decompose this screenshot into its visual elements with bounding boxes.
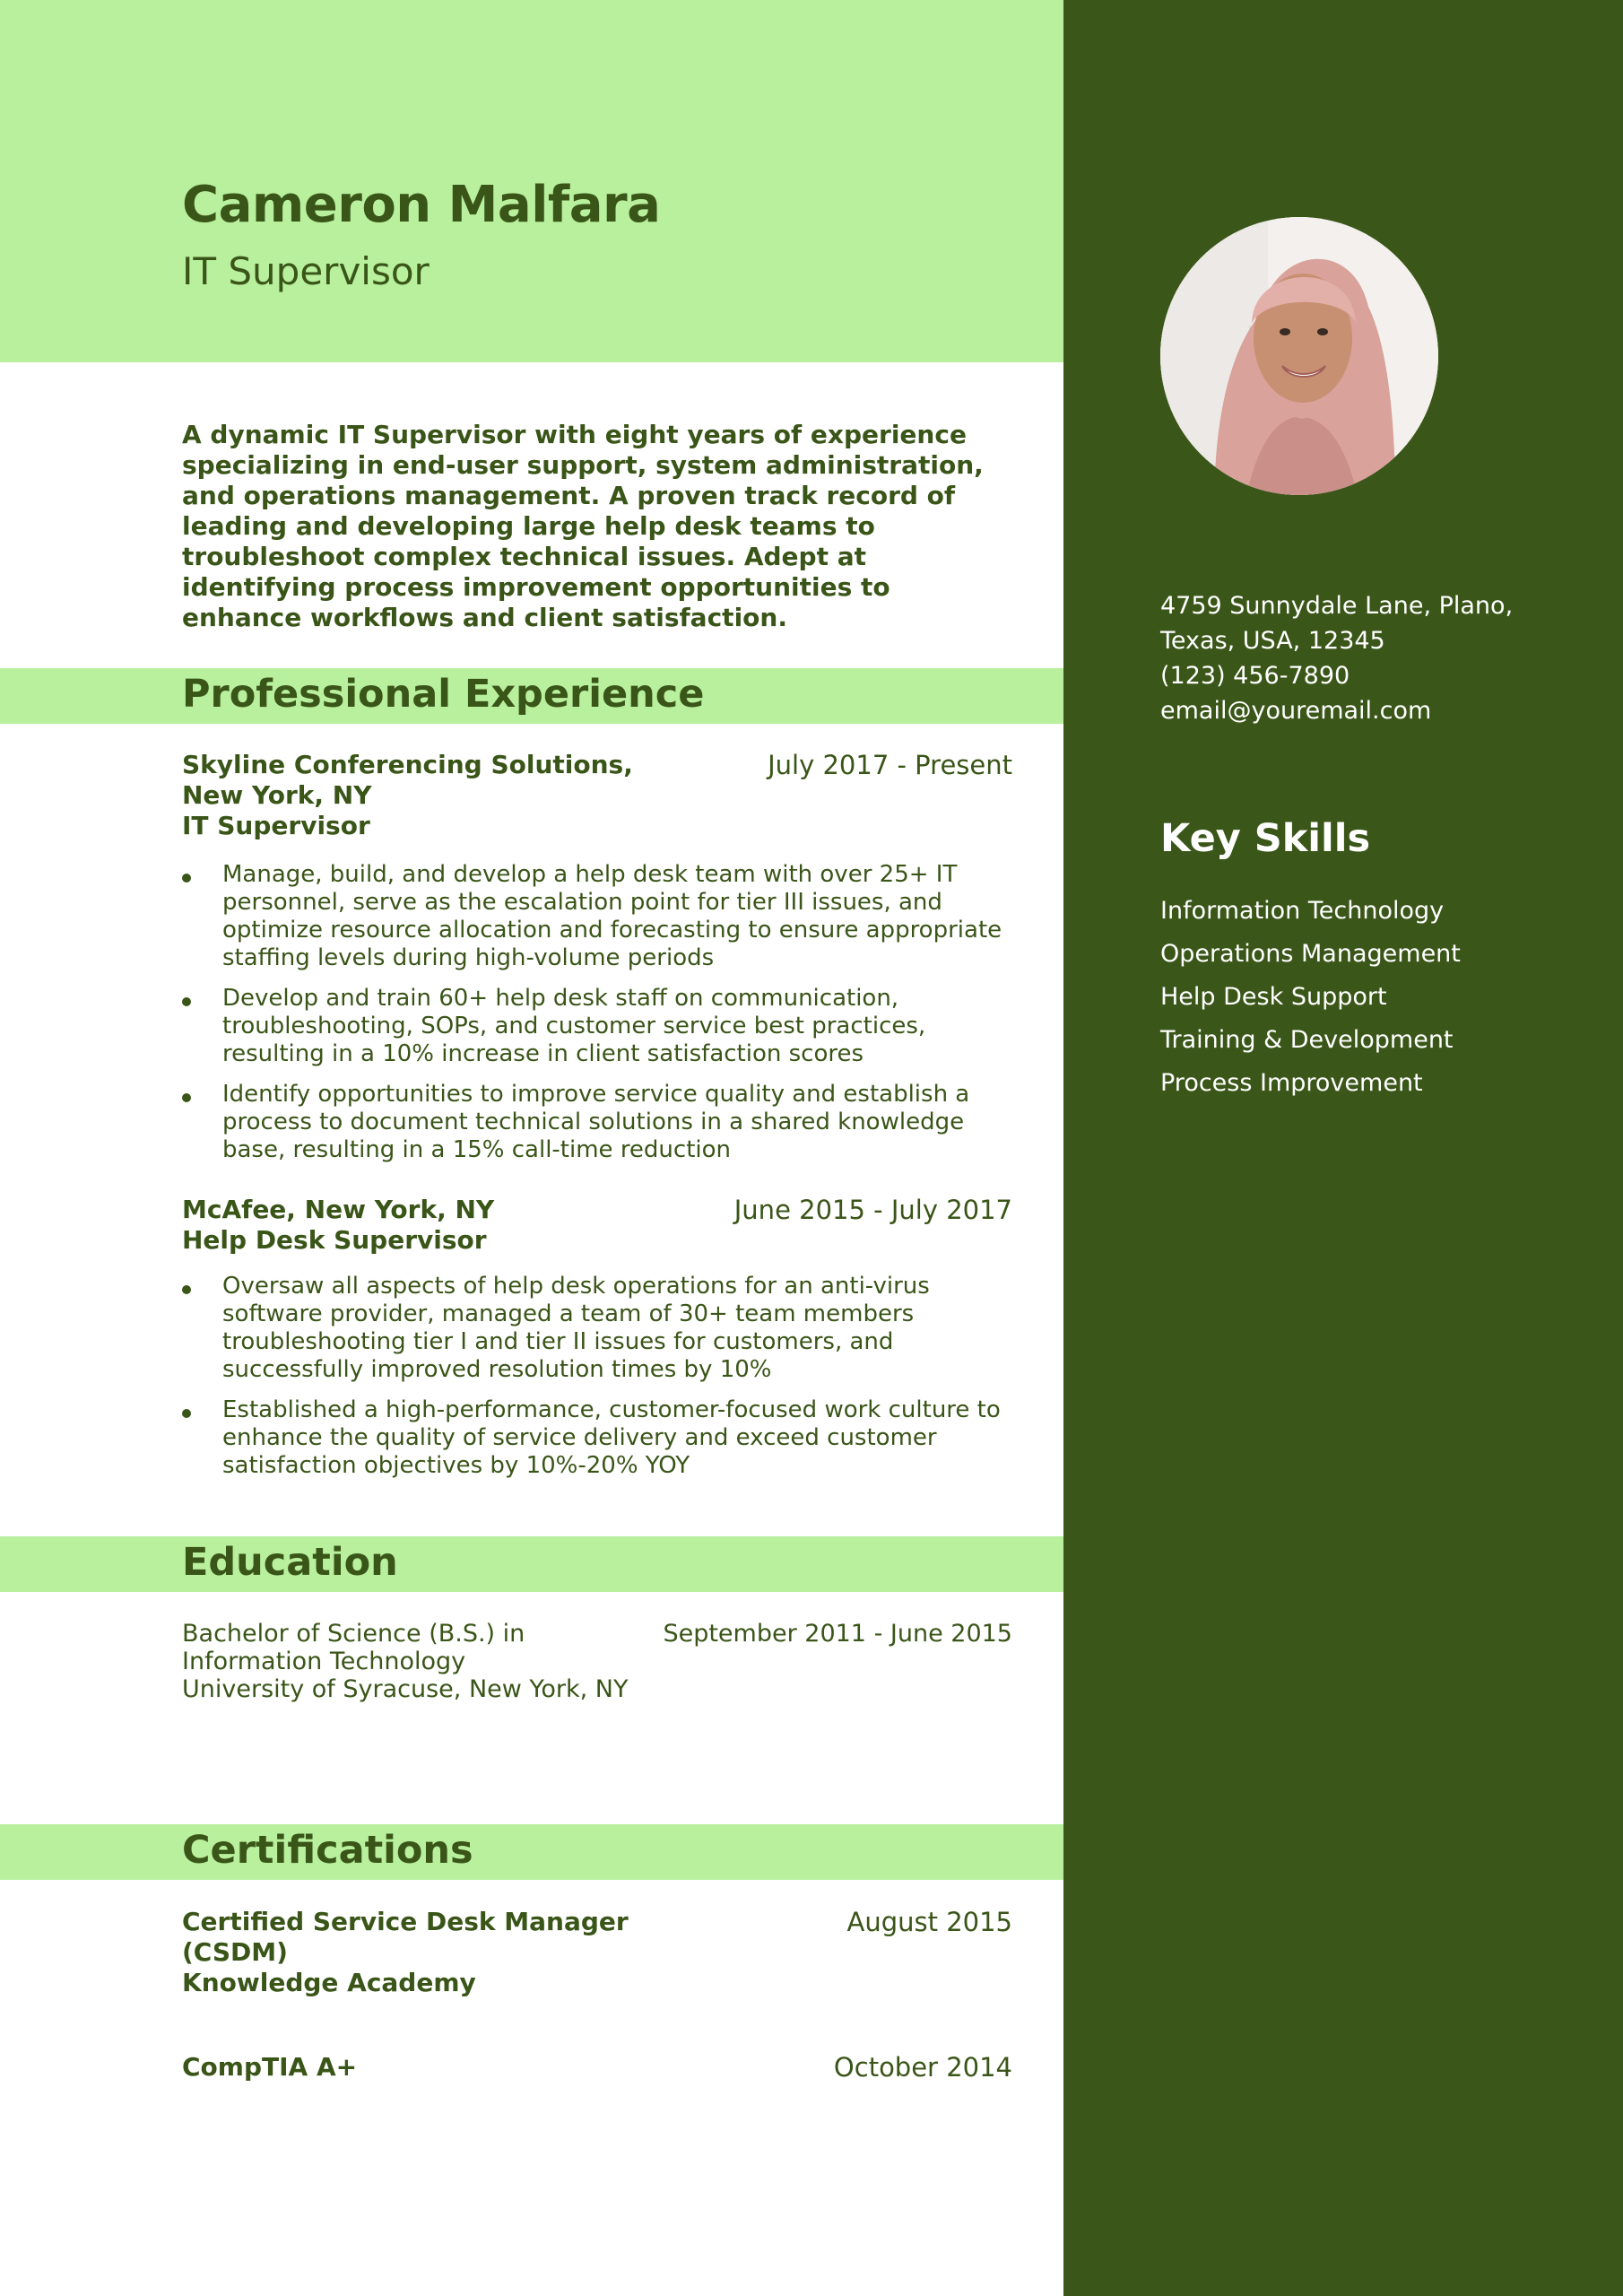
list-item: Established a high-performance, customer-focused work culture to enhance the quality of service delivery and exceed customer satisfaction objectives by 10%-20% YOY — [182, 1396, 1012, 1480]
contact-address-line2: Texas, USA, 12345 — [1160, 627, 1385, 655]
job-1-location: New York, NY — [182, 780, 372, 810]
list-item: Identify opportunities to improve service quality and establish a process to document technical solutions in a shared knowledge base, resulting in a 15% call-time reduction — [182, 1081, 1012, 1164]
skill-item: Information Technology — [1160, 897, 1445, 925]
certifications-heading-band — [0, 1824, 1063, 1880]
job-1-bullets — [182, 861, 1012, 1177]
bullet-dot-icon — [182, 997, 191, 1006]
summary-paragraph: A dynamic IT Supervisor with eight years of experience specializing in end-user support, system administration, and operations management. A proven track record of leading and developing large help desk teams to troubleshoot complex technical issues. Adept at identifying process improvement opportunities to enhance workflows and client satisfaction. — [182, 420, 984, 632]
skills-heading: Key Skills — [1160, 816, 1371, 861]
job-1-header — [182, 750, 1012, 841]
job-1-title-block — [182, 750, 666, 841]
certification-1-issuer: Knowledge Academy — [182, 1968, 476, 1997]
contact-phone: (123) 456-7890 — [1160, 662, 1350, 690]
education-school: University of Syracuse, New York, NY — [182, 1675, 629, 1703]
certification-1-name-line2: (CSDM) — [182, 1937, 288, 1967]
job-1-dates: July 2017 - Present — [768, 750, 1012, 780]
list-item: Manage, build, and develop a help desk team with over 25+ IT personnel, serve as the escalation point for tier III issues, and optimize resource allocation and forecasting to ensure appropriate staffing levels during high-volume periods — [182, 861, 1012, 972]
job-2-dates: June 2015 - July 2017 — [733, 1195, 1012, 1225]
education-degree-line1: Bachelor of Science (B.S.) in — [182, 1620, 525, 1648]
certification-2-name: CompTIA A+ — [182, 2052, 358, 2082]
experience-heading-band — [0, 668, 1063, 724]
header-band — [0, 0, 1063, 362]
certification-1-name-line1: Certified Service Desk Manager — [182, 1907, 629, 1936]
profile-photo — [1160, 217, 1438, 495]
contact-block — [1160, 592, 1573, 732]
job-2-company: McAfee, New York, NY — [182, 1195, 495, 1224]
job-2-header — [182, 1195, 1012, 1256]
skill-item: Help Desk Support — [1160, 983, 1387, 1011]
experience-heading: Professional Experience — [182, 672, 705, 717]
job-1-role: IT Supervisor — [182, 811, 370, 840]
certification-2-date: October 2014 — [833, 2052, 1012, 2083]
job-1-company: Skyline Conferencing Solutions, — [182, 750, 633, 779]
education-details — [182, 1620, 666, 1703]
candidate-title: IT Supervisor — [182, 249, 430, 293]
education-heading-band — [0, 1536, 1063, 1592]
contact-address — [1160, 592, 1573, 656]
bullet-dot-icon — [182, 1093, 191, 1102]
skill-item: Operations Management — [1160, 940, 1461, 968]
education-entry — [182, 1620, 1012, 1703]
certification-1-block — [182, 1907, 666, 1998]
candidate-name: Cameron Malfara — [182, 176, 661, 234]
certifications-heading: Certifications — [182, 1828, 473, 1873]
education-degree-line2: Information Technology — [182, 1648, 466, 1675]
job-2-role: Help Desk Supervisor — [182, 1225, 487, 1255]
education-dates: September 2011 - June 2015 — [663, 1620, 1012, 1648]
job-2-title-block — [182, 1195, 666, 1256]
certification-2 — [182, 2052, 1012, 2083]
bullet-dot-icon — [182, 874, 191, 883]
education-heading: Education — [182, 1540, 398, 1585]
skill-item: Process Improvement — [1160, 1069, 1423, 1097]
list-item: Oversaw all aspects of help desk operations for an anti-virus software provider, managed a team of 30+ team members troubleshooting tier I and tier II issues for customers, and successfully improved resolution times by 10% — [182, 1273, 1012, 1384]
bullet-dot-icon — [182, 1285, 191, 1294]
certification-1 — [182, 1907, 1012, 1998]
certification-1-date: August 2015 — [846, 1907, 1012, 1937]
profile-photo-illustration — [1160, 217, 1438, 495]
list-item: Develop and train 60+ help desk staff on communication, troubleshooting, SOPs, and customer service best practices, resulting in a 10% increase in client satisfaction scores — [182, 985, 1012, 1068]
contact-email[interactable]: email@youremail.com — [1160, 697, 1432, 725]
skill-item: Training & Development — [1160, 1026, 1454, 1054]
contact-address-line1: 4759 Sunnydale Lane, Plano, — [1160, 592, 1514, 620]
job-2-bullets — [182, 1273, 1012, 1492]
skills-list — [1160, 896, 1461, 1111]
bullet-dot-icon — [182, 1409, 191, 1418]
